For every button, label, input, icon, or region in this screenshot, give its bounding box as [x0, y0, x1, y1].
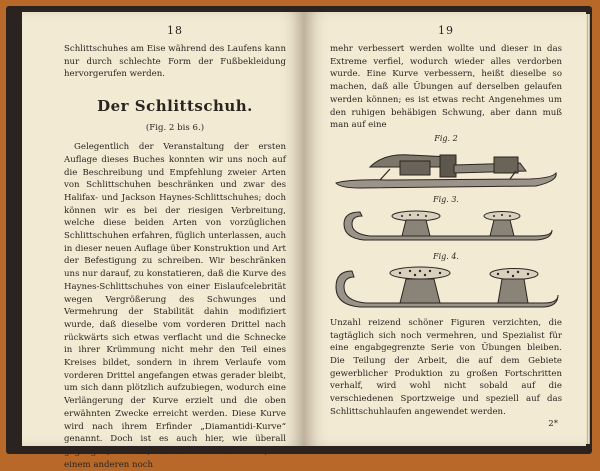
left-top-paragraph: Schlittschuhes am Eise während des Laufens kann nur durch schlechte Form der Fußbekleidung hervorgerufen werden. — [64, 44, 286, 80]
right-page — [304, 12, 586, 446]
section-heading: Der Schlittschuh. — [97, 97, 253, 116]
left-page-number: 18 — [167, 24, 183, 37]
fig3-label: Fig. 3. — [433, 194, 459, 204]
signature-mark: 2* — [548, 418, 558, 429]
right-page-number: 19 — [438, 24, 454, 37]
fig3-skate-illustration — [330, 204, 562, 250]
page-edges — [586, 14, 590, 444]
figure-reference: (Fig. 2 bis 6.) — [145, 123, 205, 134]
fig2-label: Fig. 2 — [434, 133, 458, 143]
fig4-skate-illustration — [330, 261, 562, 317]
fig2-skate-illustration — [330, 143, 562, 193]
right-bottom-paragraph: Unzahl reizend schöner Figuren verzichten, die tagtäglich sich noch vermehren, und Spezialist für eine engabgegrenzte Serie von Übungen bleiben. Die Teilung der Arbeit, die auf dem Gebiete gewerblicher Produktion zu großen Fortschritten verhalf, wird wohl nicht sobald auf die verschiedenen Sportzweige und speziell auf das Schlittschuhlaufen angewendet werden. — [330, 317, 562, 417]
left-page — [22, 12, 304, 470]
right-top-paragraph: mehr verbessert werden wollte und dieser in das Extreme verfiel, wodurch wieder alles verdorben wurde. Eine Kurve verbessern, heißt dieselbe so machen, daß alle Übungen auf derselben gelaufen werden können; es ist etwas recht Angenehmes um den ruhigen behäbigen Schwung, aber dann muß man auf eine — [330, 44, 562, 131]
fig4-label: Fig. 4. — [433, 251, 459, 261]
left-body-paragraph: Gelegentlich der Veranstaltung der ersten Auflage dieses Buches konnten wir uns noch auf die Beschreibung und Empfehlung zweier Arten von Schlittschuhen beschränken und zwar des Halifax- und Jackson Haynes-Schlittschuhes; doch können wir es bei der riesigen Verbreitung, welche diese beiden Arten von vorzüglichen Schlittschuhen erfahren, füglich unterlassen, auch in dieser neuen Auflage über Konstruktion und Art der Befestigung zu schreiben. Wir beschränken uns nur darauf, zu konstatieren, daß die Kurve des Haynes-Schlittschuhes von einer Eislaufcelebrität wegen Vergrößerung des Schwunges und Vermehrung der Stabilität dahin modifiziert wurde, daß dieselbe vom vorderen Drittel nach rückwärts sich etwas verflacht und die Schnecke in ihrer Krümmung nicht mehr den Teil eines Kreises bildet, sondern in ihrem Verlaufe vom vorderen Drittel angefangen etwas gerader bleibt, um sich dann plötzlich aufzubiegen, wodurch eine Verlängerung der Kurve erzielt und die oben erwähnten Zwecke erreicht werden. Diese Kurve wird nach ihrem Erfinder „Diamantidi-Kurve“ genannt. Doch ist es auch hier, wie überall gegangen, daß das, was der eine verbesserte, von einem anderen noch — [64, 142, 286, 470]
